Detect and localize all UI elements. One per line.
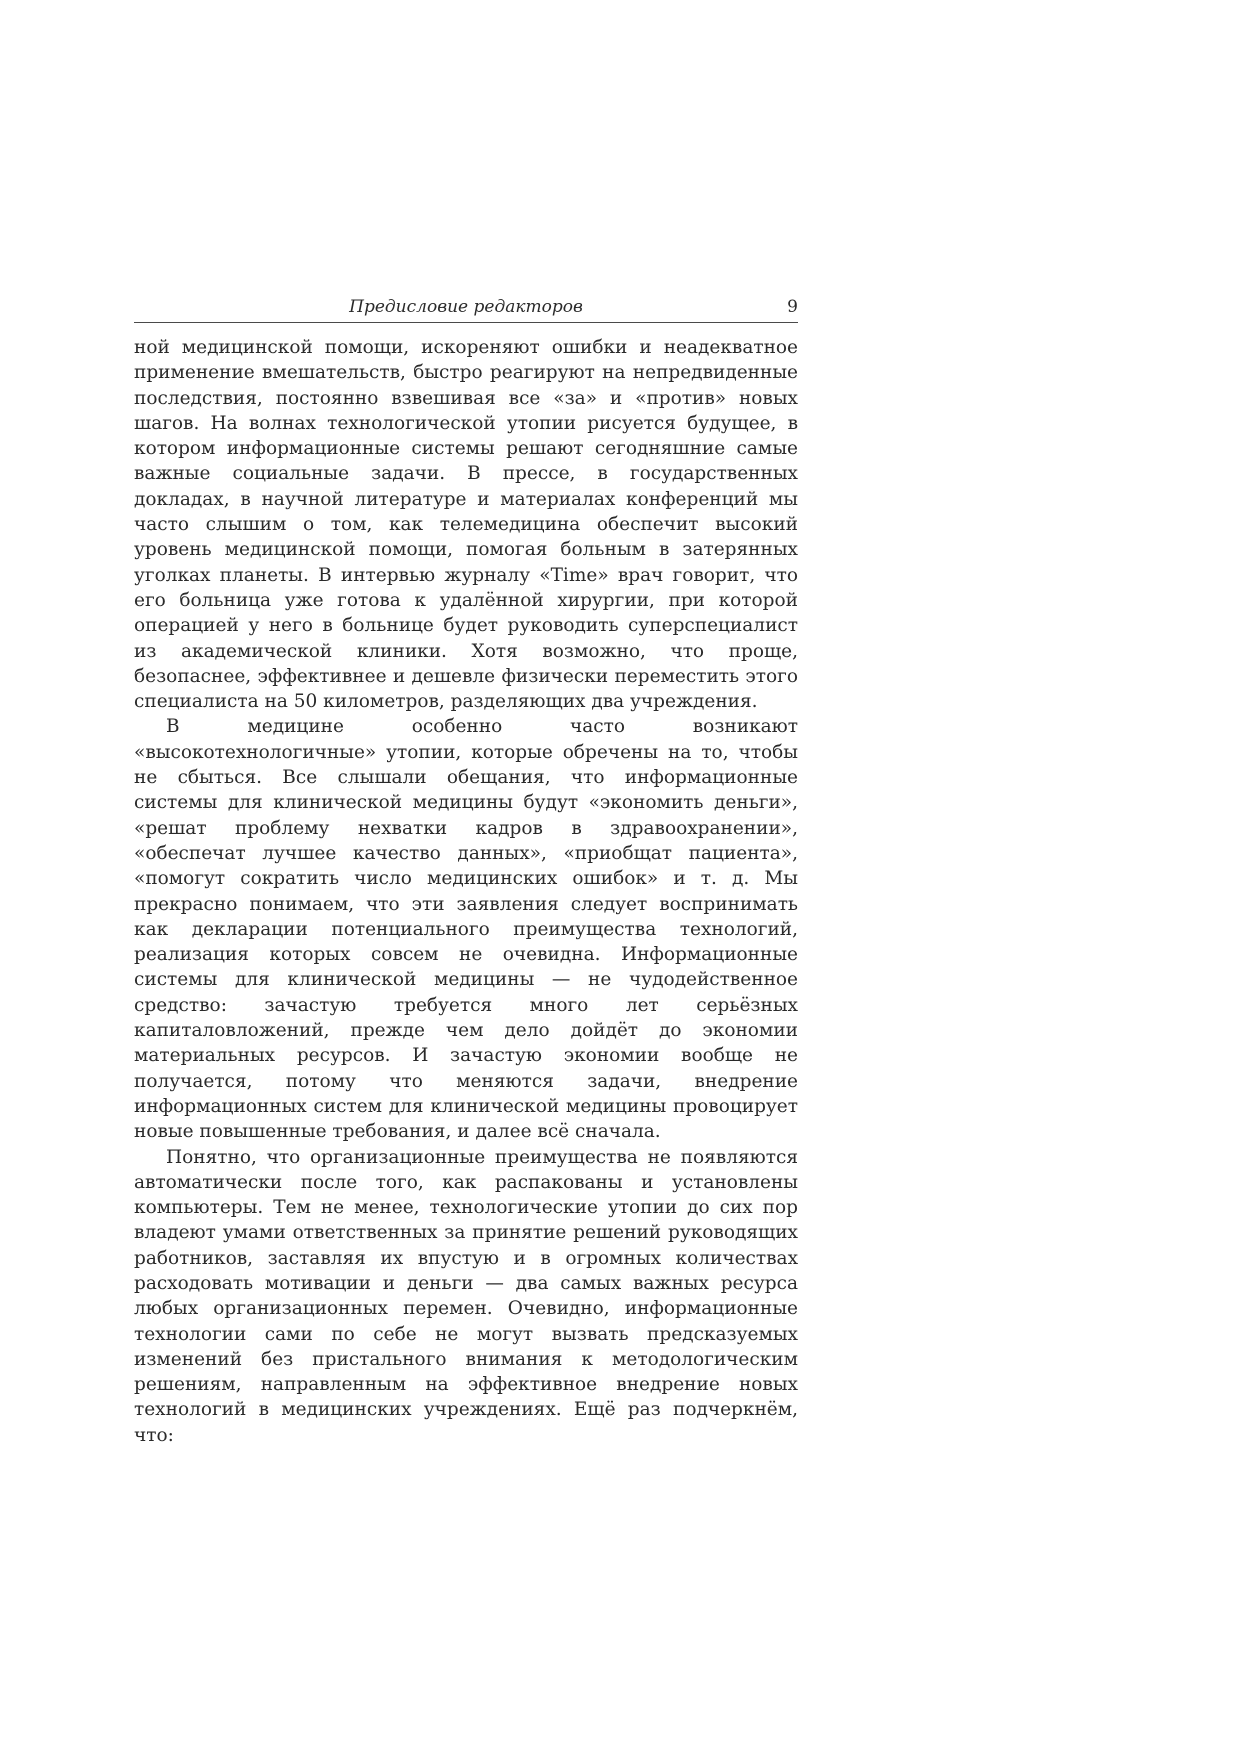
body-text [134,335,798,1448]
page-number: 9 [787,297,798,317]
running-header [134,296,798,323]
running-header-title: Предисловие редакторов [349,297,583,317]
paragraph: ной медицинской помощи, искореняют ошибки и неадекватное применение вмешательств, быстро реагируют на непредвиденные последствия, постоянно взвешивая все «за» и «против» новых шагов. На волнах технологической утопии рисуется будущее, в котором информационные системы решают сегодняшние самые важные социальные задачи. В прессе, в государственных докладах, в научной литературе и материалах конференций мы часто слышим о том, как телемедицина обеспечит высокий уровень медицинской помощи, помогая больным в затерянных уголках планеты. В интервью журналу «Time» врач говорит, что его больница уже готова к удалённой хирургии, при которой операцией у него в больнице будет руководить суперспециалист из академической клиники. Хотя возможно, что проще, безопаснее, эффективнее и дешевле физически переместить этого специалиста на 50 километров, разделяющих два учреждения. [134,337,798,713]
paragraph: Понятно, что организационные преимущества не появляются автоматически после того, как распакованы и установлены компьютеры. Тем не менее, технологические утопии до сих пор владеют умами ответственных за принятие решений руководящих работников, заставляя их впустую и в огромных количествах расходовать мотивации и деньги — два самых важных ресурса любых организационных перемен. Очевидно, информационные технологии сами по себе не могут вызвать предсказуемых изменений без пристального внимания к методологическим решениям, направленным на эффективное внедрение новых технологий в медицинских учреждениях. Ещё раз подчеркнём, что: [134,1146,798,1446]
book-page [134,296,798,1448]
paragraph: В медицине особенно часто возникают «высокотехнологичные» утопии, которые обречены на то, чтобы не сбыться. Все слышали обещания, что информационные системы для клинической медицины будут «экономить деньги», «решат проблему нехватки кадров в здравоохранении», «обеспечат лучшее качество данных», «приобщат пациента», «помогут сократить число медицинских ошибок» и т. д. Мы прекрасно понимаем, что эти заявления следует воспринимать как декларации потенциального преимущества технологий, реализация которых совсем не очевидна. Информационные системы для клинической медицины — не чудодейственное средство: зачастую требуется много лет серьёзных капиталовложений, прежде чем дело дойдёт до экономии материальных ресурсов. И зачастую экономии вообще не получается, потому что меняются задачи, внедрение информационных систем для клинической медицины провоцирует новые повышенные требования, и далее всё сначала. [134,716,798,1143]
